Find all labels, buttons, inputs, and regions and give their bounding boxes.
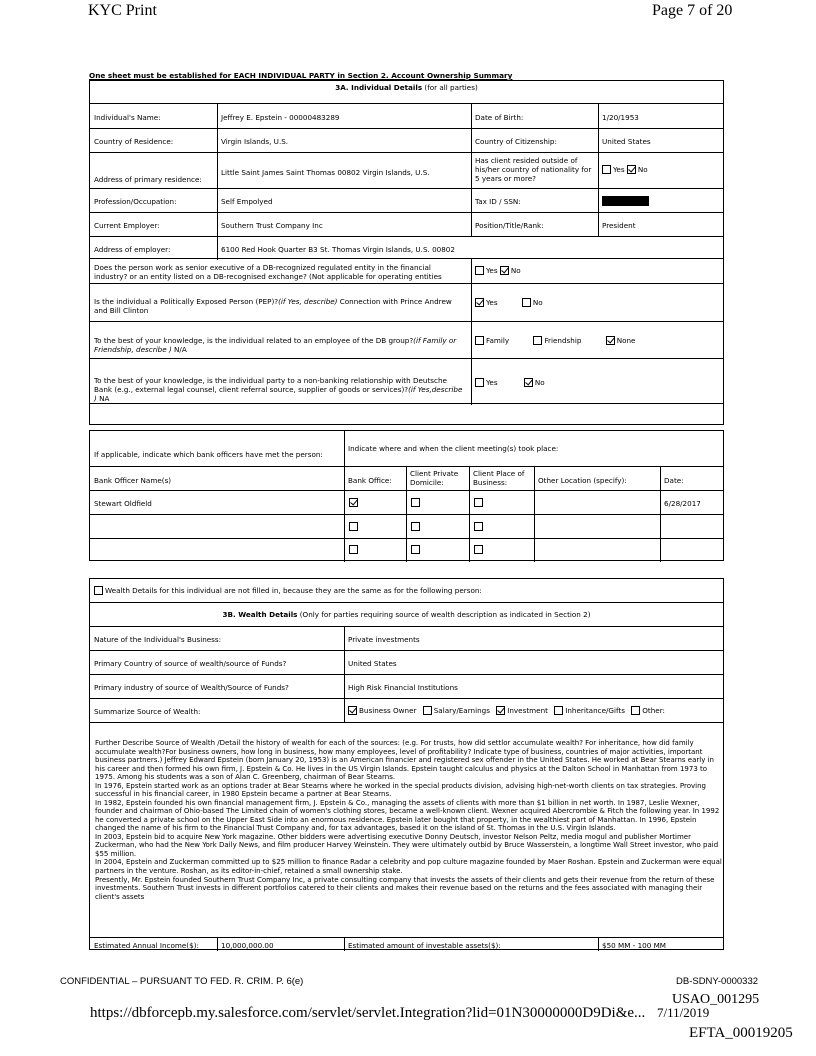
bates-number: DB-SDNY-0000332 <box>676 976 759 987</box>
section-3a-title: 3A. Individual Details (for all parties) <box>335 83 478 92</box>
wealth-source-options: Business Owner Salary/Earnings Investment Inheritance/Gifts Other: <box>348 706 665 715</box>
source-industry-value: High Risk Financial Institutions <box>348 683 458 692</box>
annual-income-value: 10,000,000.00 <box>221 941 274 950</box>
meeting-3-domicile <box>411 545 422 554</box>
address-value: Little Saint James Saint Thomas 00802 Virgin Islands, U.S. <box>221 168 430 177</box>
meeting-2-business-checkbox[interactable] <box>474 522 483 531</box>
q4-no-checkbox[interactable] <box>524 378 533 387</box>
employer-label: Current Employer: <box>94 221 160 230</box>
meeting-3-bank-office-checkbox[interactable] <box>349 545 358 554</box>
meeting-3-domicile-checkbox[interactable] <box>411 545 420 554</box>
business-owner-checkbox[interactable] <box>348 706 357 715</box>
meetings-table <box>89 430 724 561</box>
resided-no-checkbox[interactable] <box>627 165 636 174</box>
efta-number: EFTA_00019205 <box>689 1025 793 1041</box>
meeting-1-bank-office-checkbox[interactable] <box>349 498 358 507</box>
position-label: Position/Title/Rank: <box>475 221 544 230</box>
investment-checkbox[interactable] <box>496 706 505 715</box>
print-date: 7/11/2019 <box>657 1005 710 1020</box>
salary-checkbox[interactable] <box>423 706 432 715</box>
meeting-2-business <box>474 522 485 531</box>
col-business-header: Client Place of Business: <box>473 469 525 487</box>
source-industry-label: Primary industry of source of Wealth/Source of Funds? <box>94 683 289 692</box>
source-of-wealth-description <box>95 739 723 901</box>
citizenship-label: Country of Citizenship: <box>475 137 557 146</box>
same-as-row: Wealth Details for this individual are not filled in, because they are the same as for the following person: <box>94 586 482 595</box>
dob-label: Date of Birth: <box>475 113 524 122</box>
print-header-title: KYC Print <box>88 2 157 19</box>
q4-non-banking-text: To the best of your knowledge, is the individual party to a non-banking relationship with Deutsche Bank (e.g., external legal counsel, client referral source, supplier of goods or services)?(if Yes,describe ) NA <box>94 376 463 403</box>
q3-friendship-checkbox[interactable] <box>533 336 542 345</box>
summarize-label: Summarize Source of Wealth: <box>94 707 201 716</box>
q2-no-checkbox[interactable] <box>522 298 531 307</box>
investable-assets-value: $50 MM - 100 MM <box>602 941 666 950</box>
residence-label: Country of Residence: <box>94 137 174 146</box>
meeting-2-domicile <box>411 522 422 531</box>
col-office-header: Bank Office: <box>348 476 392 485</box>
usao-number: USAO_001295 <box>672 992 760 1007</box>
q1-no-checkbox[interactable] <box>500 266 509 275</box>
q3-related-employee-text: To the best of your knowledge, is the individual related to an employee of the DB group?(if Family or Friendship, describe ) N/A <box>94 336 457 354</box>
address-label: Address of primary residence: <box>94 175 202 184</box>
meeting-3-bank-office <box>349 545 360 554</box>
confidential-notice: CONFIDENTIAL – PURSUANT TO FED. R. CRIM. P. 6(e) <box>60 976 304 987</box>
taxid-redaction <box>602 196 649 206</box>
col-officer-header: Bank Officer Name(s) <box>94 476 172 485</box>
q2-pep-text: Is the individual a Politically Exposed Person (PEP)?(if Yes, describe) Connection with Prince Andrew and Bill Clinton <box>94 297 452 315</box>
details-table <box>89 103 724 259</box>
meeting-2-bank-office <box>349 522 360 531</box>
same-as-checkbox[interactable] <box>94 586 103 595</box>
col-date-header: Date: <box>664 476 684 485</box>
dob-value: 1/20/1953 <box>602 113 639 122</box>
employer-value: Southern Trust Company Inc <box>221 221 323 230</box>
resided-outside-label: Has client resided outside of his/her country of nationality for 5 years or more? <box>475 156 592 183</box>
q1-options: Yes No <box>475 266 521 275</box>
meeting-3-business <box>474 545 485 554</box>
meeting-1-business <box>474 498 485 507</box>
sow-paragraph-5: In 2004, Epstein and Zuckerman committed up to $25 million to finance Radar a celebrity and pop culture magazine founded by Maer Roshan. Epstein and Zuckerman were equal partners in the venture. Roshan, as its editor-in-chief, retained a small ownership stake. <box>95 858 722 875</box>
meeting-1-bank-office <box>349 498 360 507</box>
position-value: President <box>602 221 636 230</box>
meeting-1-domicile-checkbox[interactable] <box>411 498 420 507</box>
meeting-2-domicile-checkbox[interactable] <box>411 522 420 531</box>
where-prompt: Indicate where and when the client meeting(s) took place: <box>348 444 559 453</box>
resided-outside-options: Yes No <box>602 165 648 174</box>
officers-prompt: If applicable, indicate which bank officers have met the person: <box>94 450 323 459</box>
employer-address-label: Address of employer: <box>94 245 171 254</box>
questions-table <box>89 258 724 404</box>
sow-paragraph-1: Further Describe Source of Wealth /Detail the history of wealth for each of the sources: (e.g. For trusts, how did settlor accumulate wealth? For inheritance, how did family accumulate wealth?For business owners, how long in business, how many employees, level of profitability? Indicate type of business, countries of major activities, important business partners.) Jeffrey Edward Epstein (born January 20, 1953) is an American financier and registered sex offender in the United States. He worked at Bear Stearns early in his career and then formed his own firm, J. Epstein & Co. He lives in the US Virgin Islands. Epstein taught calculus and physics at the Dalton School in Manhattan from 1973 to 1975. Among his students was a son of Alan C. Greenberg, chairman of Bear Stearns. <box>95 739 714 782</box>
meeting-1-business-checkbox[interactable] <box>474 498 483 507</box>
q3-options: Family Friendship None <box>475 336 645 345</box>
profession-value: Self Empolyed <box>221 197 273 206</box>
q2-yes-checkbox[interactable] <box>475 298 484 307</box>
employer-address-value: 6100 Red Hook Quarter B3 St. Thomas Virgin Islands, U.S. 00802 <box>221 245 455 254</box>
q1-yes-checkbox[interactable] <box>475 266 484 275</box>
inheritance-checkbox[interactable] <box>554 706 563 715</box>
meeting-1-domicile <box>411 498 422 507</box>
q2-options: Yes No <box>475 298 553 307</box>
citizenship-value: United States <box>602 137 651 146</box>
meeting-date-1: 6/28/2017 <box>664 499 701 508</box>
col-other-header: Other Location (specify): <box>538 476 627 485</box>
resided-yes-checkbox[interactable] <box>602 165 611 174</box>
q4-options: Yes No <box>475 378 555 387</box>
section-3b-title: 3B. Wealth Details (Only for parties requiring source of wealth description as indicated in Section 2) <box>222 610 591 619</box>
sow-paragraph-2: In 1976, Epstein started work as an options trader at Bear Stearns where he worked in the special products division, advising high-net-worth clients on tax strategies. Proving successful in his financial career, in 1980 Epstein became a partner at Bear Stearns. <box>95 781 706 799</box>
meeting-2-bank-office-checkbox[interactable] <box>349 522 358 531</box>
meeting-3-business-checkbox[interactable] <box>474 545 483 554</box>
q4-yes-checkbox[interactable] <box>475 378 484 387</box>
residence-value: Virgin Islands, U.S. <box>221 137 289 146</box>
nature-value: Private investments <box>348 635 420 644</box>
annual-income-label: Estimated Annual Income($): <box>94 941 199 950</box>
source-country-value: United States <box>348 659 397 668</box>
q3-family-checkbox[interactable] <box>475 336 484 345</box>
nature-label: Nature of the Individual's Business: <box>94 635 222 644</box>
page-number: Page 7 of 20 <box>652 2 733 19</box>
other-checkbox[interactable] <box>631 706 640 715</box>
name-value: Jeffrey E. Epstein - 00000483289 <box>221 113 340 122</box>
sow-paragraph-4: In 2003, Epstein bid to acquire New York magazine. Other bidders were advertising executive Donny Deutsch, investor Nelson Peltz, media mogul and publisher Mortimer Zuckerman, who had the New York Daily News, and film producer Harvey Weinstein. They were ultimately outbid by Bruce Wasserstein, a longtime Wall Street investor, who paid $55 million. <box>95 832 719 858</box>
q3-none-checkbox[interactable] <box>606 336 615 345</box>
profession-label: Profession/Occupation: <box>94 197 177 206</box>
q1-senior-executive-text: Does the person work as senior executive of a DB-recognized regulated entity in the financial industry? or an entity listed on a DB-recognised exchange? (Not applicable for operating entities <box>94 263 442 281</box>
sow-paragraph-3: In 1982, Epstein founded his own financial management firm, J. Epstein & Co., managing the assets of clients with more than $1 billion in net worth. In 1987, Leslie Wexner, founder and chairman of Ohio-based The Limited chain of women's clothing stores, became a well-known client. Wexner acquired Abercrombie & Fitch the following year. In 1992 he converted a private school on the Upper East Side into an enormous residence. Epstein later bought that property, in the wealthiest part of Manhattan. In 1996, Epstein changed the name of his firm to the Financial Trust Company and, for tax advantages, based it on the island of St. Thomas in the U.S. Virgin Islands. <box>95 798 720 833</box>
source-country-label: Primary Country of source of wealth/source of Funds? <box>94 659 287 668</box>
source-url[interactable]: https://dbforcepb.my.salesforce.com/servlet/servlet.Integration?lid=01N30000000D9Di&e... <box>90 1005 646 1021</box>
col-domicile-header: Client Private Domicile: <box>410 469 459 487</box>
section-notice: One sheet must be established for EACH INDIVIDUAL PARTY in Section 2. Account Ownership Summary <box>89 71 513 80</box>
sow-paragraph-6: Presently, Mr. Epstein founded Southern Trust Company Inc, a private consulting company that invests the assets of their clients and gets their revenue from the return of these investments. Southern Trust invests in different portfolios catered to their clients and makes their revenue based on the returns and the fees associated with managing their client's assets <box>95 875 715 901</box>
taxid-label: Tax ID / SSN: <box>475 197 521 206</box>
investable-assets-label: Estimated amount of investable assets($): <box>348 941 501 950</box>
name-label: Individual's Name: <box>94 113 161 122</box>
meeting-officer-1: Stewart Oldfield <box>94 499 152 508</box>
